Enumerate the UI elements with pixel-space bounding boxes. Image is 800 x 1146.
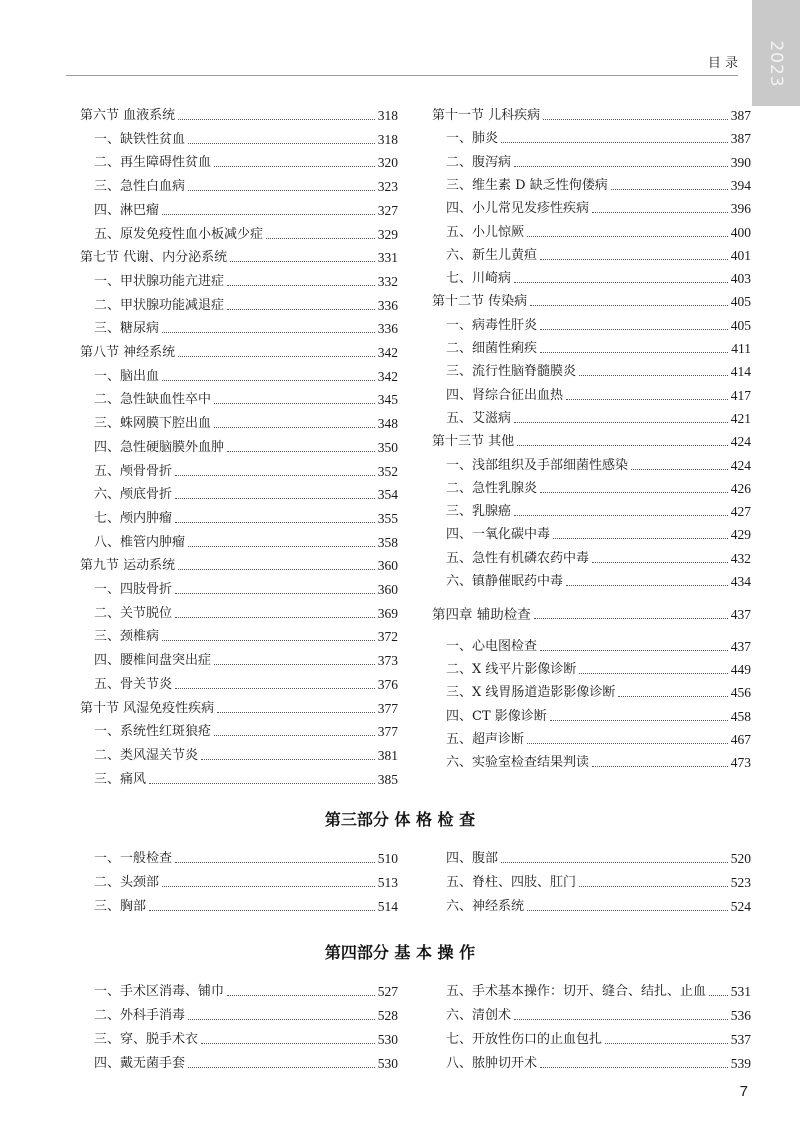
toc-leader-dots (501, 862, 728, 863)
toc-leader-dots (162, 640, 375, 641)
toc-entry-title: 二、急性乳腺炎 (446, 480, 538, 496)
toc-entry-page: 429 (730, 527, 751, 543)
toc-entry-page: 354 (377, 487, 398, 503)
toc-entry-page: 394 (730, 177, 751, 193)
toc-entry-page: 530 (377, 1056, 398, 1071)
toc-entry[interactable] (94, 460, 398, 480)
toc-leader-dots (611, 189, 728, 190)
toc-entry[interactable] (446, 360, 751, 380)
toc-entry-page: 531 (730, 984, 751, 999)
toc-entry-page: 432 (730, 550, 751, 566)
toc-entry-title: 三、流行性脑脊髓膜炎 (446, 364, 577, 380)
toc-entry-page: 434 (730, 574, 751, 589)
year-tab (752, 0, 800, 106)
toc-leader-dots (514, 166, 728, 167)
toc-entry-title: 一、病毒性肝炎 (446, 317, 538, 333)
toc-entry[interactable] (94, 980, 398, 1000)
toc-entry[interactable] (446, 244, 751, 264)
toc-entry[interactable] (94, 199, 398, 219)
toc-entry-title: 四、CT 影像诊断 (446, 708, 547, 724)
toc-entry-title: 三、胸部 (94, 899, 147, 914)
toc-entry-page: 348 (377, 416, 398, 432)
toc-entry[interactable] (446, 547, 751, 567)
toc-entry[interactable] (446, 980, 751, 1000)
toc-entry[interactable] (94, 317, 398, 337)
toc-entry[interactable] (446, 681, 751, 701)
toc-entry-title: 四、淋巴瘤 (94, 202, 160, 218)
toc-entry-page: 327 (377, 202, 398, 218)
part3-title: 第三部分 体 格 检 查 (324, 810, 476, 829)
toc-entry-page: 336 (377, 297, 398, 313)
toc-entry-page: 342 (377, 368, 398, 384)
toc-entry-title: 七、开放性伤口的止血包扎 (446, 1032, 603, 1047)
toc-entry-title: 四、腹部 (446, 851, 499, 866)
toc-entry-page: 437 (730, 638, 751, 654)
toc-entry[interactable] (94, 388, 398, 408)
toc-entry[interactable] (446, 454, 751, 474)
toc-entry-page: 437 (730, 607, 751, 623)
toc-entry-title: 三、痛风 (94, 771, 147, 787)
toc-entry-title: 一、脑出血 (94, 368, 160, 384)
toc-entry-page: 537 (730, 1032, 751, 1047)
toc-entry-title: 一、浅部组织及手部细菌性感染 (446, 457, 629, 473)
toc-entry[interactable] (94, 578, 398, 598)
toc-entry-page: 449 (730, 661, 751, 677)
toc-entry-title: 一、甲状腺功能亢进症 (94, 273, 225, 289)
toc-entry-title: 一、缺铁性贫血 (94, 131, 186, 147)
toc-leader-dots (527, 236, 728, 237)
toc-entry-page: 320 (377, 155, 398, 171)
toc-section[interactable] (80, 341, 398, 361)
toc-entry-title: 四、一氧化碳中毒 (446, 527, 551, 543)
toc-leader-dots (162, 214, 375, 215)
toc-leader-dots (517, 445, 728, 446)
toc-entry[interactable] (446, 127, 751, 147)
part4-title: 第四部分 基 本 操 作 (324, 943, 476, 962)
toc-leader-dots (201, 1043, 375, 1044)
toc-entry-page: 426 (730, 480, 751, 496)
toc-leader-dots (540, 329, 728, 330)
toc-leader-dots (514, 282, 728, 283)
toc-leader-dots (592, 766, 728, 767)
toc-entry[interactable] (94, 1028, 398, 1048)
toc-entry-page: 424 (730, 457, 751, 473)
toc-entry[interactable] (446, 847, 751, 867)
toc-leader-dots (618, 696, 727, 697)
toc-entry-title: 一、肺炎 (446, 131, 499, 147)
toc-entry-page: 456 (730, 685, 751, 701)
toc-entry-title: 八、椎管内肿瘤 (94, 534, 186, 550)
toc-entry-title: 第八节 神经系统 (80, 345, 176, 360)
toc-entry-title: 二、急性缺血性卒中 (94, 392, 212, 408)
toc-entry[interactable] (94, 531, 398, 551)
toc-leader-dots (175, 593, 375, 594)
toc-entry-page: 318 (377, 131, 398, 147)
toc-entry-page: 403 (730, 271, 751, 287)
toc-entry-page: 336 (377, 321, 398, 337)
toc-entry-page: 421 (730, 410, 751, 426)
toc-leader-dots (227, 285, 375, 286)
toc-entry-title: 第七节 代谢、内分泌系统 (80, 250, 228, 266)
toc-leader-dots (188, 546, 375, 547)
toc-leader-dots (530, 305, 728, 306)
toc-entry[interactable] (94, 175, 398, 195)
toc-leader-dots (227, 995, 375, 996)
toc-entry-title: 五、脊柱、四肢、肛门 (446, 875, 577, 890)
toc-leader-dots (566, 399, 728, 400)
toc-entry[interactable] (94, 223, 398, 243)
toc-entry-title: 四、肾综合征出血热 (446, 387, 564, 403)
toc-entry[interactable] (446, 871, 751, 891)
toc-leader-dots (175, 498, 375, 499)
toc-leader-dots (709, 995, 728, 996)
toc-leader-dots (188, 1019, 375, 1020)
toc-entry[interactable] (446, 635, 751, 655)
toc-entry-page: 358 (377, 534, 398, 550)
toc-entry-title: 四、小儿常见发疹性疾病 (446, 201, 590, 217)
toc-entry[interactable] (446, 705, 751, 725)
toc-entry[interactable] (94, 365, 398, 385)
toc-leader-dots (217, 712, 375, 713)
toc-entry-title: 六、清创术 (446, 1008, 512, 1023)
toc-leader-dots (534, 618, 728, 619)
toc-entry-page: 510 (377, 851, 398, 866)
toc-entry-page: 376 (377, 676, 398, 692)
toc-entry[interactable] (446, 151, 751, 171)
toc-entry-page: 369 (377, 605, 398, 621)
toc-leader-dots (162, 886, 375, 887)
toc-entry-page: 417 (730, 387, 751, 403)
toc-entry-page: 527 (377, 984, 398, 999)
toc-entry-title: 三、蛛网膜下腔出血 (94, 416, 212, 432)
toc-entry-page: 377 (377, 700, 398, 716)
toc-section[interactable] (432, 290, 751, 310)
toc-leader-dots (214, 427, 375, 428)
toc-entry-page: 332 (377, 273, 398, 289)
toc-entry-title: 六、颅底骨折 (94, 487, 173, 503)
toc-entry-title: 第九节 运动系统 (80, 558, 176, 574)
toc-leader-dots (188, 143, 375, 144)
toc-entry-page: 520 (730, 851, 751, 866)
toc-leader-dots (553, 538, 728, 539)
toc-leader-dots (178, 569, 375, 570)
toc-leader-dots (214, 403, 375, 404)
toc-entry-title: 六、镇静催眠药中毒 (446, 574, 564, 589)
toc-leader-dots (214, 664, 375, 665)
toc-section[interactable] (80, 104, 398, 124)
toc-entry[interactable] (446, 477, 751, 497)
toc-entry-title: 一、系统性红斑狼疮 (94, 724, 212, 740)
toc-entry-title: 二、类风湿关节炎 (94, 747, 199, 763)
toc-entry-page: 411 (731, 341, 751, 356)
toc-entry[interactable] (94, 649, 398, 669)
toc-leader-dots (227, 451, 375, 452)
toc-leader-dots (540, 259, 728, 260)
toc-entry-title: 第六节 血液系统 (80, 108, 176, 123)
toc-entry[interactable] (94, 895, 398, 915)
toc-entry-page: 424 (730, 434, 751, 450)
toc-leader-dots (266, 238, 375, 239)
toc-entry-title: 一、手术区消毒、铺巾 (94, 984, 225, 999)
toc-entry-title: 第十一节 儿科疾病 (432, 108, 541, 123)
toc-leader-dots (149, 783, 375, 784)
toc-entry-title: 六、新生儿黄疸 (446, 247, 538, 263)
toc-entry[interactable] (94, 412, 398, 432)
toc-entry-page: 528 (377, 1008, 398, 1023)
toc-entry-title: 三、穿、脱手术衣 (94, 1032, 199, 1047)
toc-entry-title: 六、神经系统 (446, 899, 525, 914)
toc-leader-dots (592, 212, 728, 213)
toc-section[interactable] (80, 554, 398, 574)
toc-entry-page: 385 (377, 771, 398, 787)
toc-entry-title: 二、外科手消毒 (94, 1008, 186, 1023)
toc-leader-dots (540, 650, 728, 651)
running-head: 目 录 (707, 56, 738, 71)
page-number: 7 (739, 1083, 748, 1100)
toc-entry[interactable] (94, 1004, 398, 1024)
toc-entry-title: 五、艾滋病 (446, 410, 512, 426)
toc-entry[interactable] (446, 1028, 751, 1048)
toc-entry-page: 414 (730, 364, 751, 380)
toc-entry-title: 第四章 辅助检查 (432, 607, 531, 624)
toc-entry-title: 四、腰椎间盘突出症 (94, 653, 212, 669)
toc-leader-dots (579, 673, 727, 674)
toc-entry-page: 523 (730, 875, 751, 890)
toc-leader-dots (175, 475, 375, 476)
toc-entry-title: 三、颈椎病 (94, 629, 160, 645)
toc-leader-dots (540, 352, 728, 353)
toc-entry-page: 530 (377, 1032, 398, 1047)
toc-entry-title: 三、急性白血病 (94, 179, 186, 195)
toc-leader-dots (514, 1019, 728, 1020)
toc-leader-dots (175, 688, 375, 689)
toc-entry[interactable] (94, 673, 398, 693)
toc-entry-title: 二、X 线平片影像诊断 (446, 661, 577, 677)
toc-entry[interactable] (94, 602, 398, 622)
toc-entry-title: 五、颅骨骨折 (94, 463, 173, 479)
toc-entry-page: 387 (730, 131, 751, 147)
toc-leader-dots (162, 332, 375, 333)
toc-entry-title: 五、小儿惊厥 (446, 224, 525, 240)
toc-entry-title: 四、戴无菌手套 (94, 1056, 186, 1071)
toc-leader-dots (605, 1043, 728, 1044)
toc-leader-dots (162, 380, 375, 381)
toc-entry[interactable] (94, 768, 398, 788)
toc-entry[interactable] (446, 337, 751, 357)
toc-entry-title: 一、四肢骨折 (94, 582, 173, 597)
toc-leader-dots (214, 166, 375, 167)
toc-entry[interactable] (94, 151, 398, 171)
toc-leader-dots (540, 1067, 728, 1068)
toc-entry[interactable] (446, 500, 751, 520)
toc-entry-page: 405 (730, 317, 751, 333)
toc-entry-page: 536 (730, 1008, 751, 1023)
toc-entry[interactable] (446, 197, 751, 217)
toc-section[interactable] (432, 430, 751, 450)
toc-entry-page: 331 (377, 250, 398, 266)
toc-leader-dots (631, 469, 728, 470)
toc-entry-page: 513 (377, 875, 398, 890)
toc-leader-dots (149, 910, 375, 911)
toc-entry[interactable] (446, 751, 751, 771)
toc-entry-title: 五、原发免疫性血小板减少症 (94, 226, 264, 242)
toc-entry-page: 405 (730, 294, 751, 310)
toc-entry-title: 二、再生障碍性贫血 (94, 155, 212, 171)
toc-entry-title: 七、颅内肿瘤 (94, 510, 173, 526)
toc-leader-dots (188, 1067, 375, 1068)
toc-chapter[interactable] (432, 603, 751, 623)
toc-entry-title: 第十三节 其他 (432, 434, 515, 450)
toc-entry-title: 二、腹泻病 (446, 154, 512, 170)
toc-entry-page: 396 (730, 201, 751, 217)
toc-entry[interactable] (94, 294, 398, 314)
toc-leader-dots (230, 261, 375, 262)
toc-entry-page: 458 (730, 708, 751, 724)
toc-entry-title: 七、川崎病 (446, 271, 512, 287)
toc-entry-title: 四、急性硬脑膜外血肿 (94, 439, 225, 455)
toc-entry-page: 342 (377, 345, 398, 360)
toc-entry[interactable] (446, 570, 751, 590)
toc-leader-dots (579, 375, 728, 376)
toc-entry-title: 第十节 风湿免疫性疾病 (80, 700, 215, 716)
toc-entry[interactable] (446, 407, 751, 427)
toc-leader-dots (579, 886, 728, 887)
toc-entry-page: 377 (377, 724, 398, 740)
toc-entry-title: 六、实验室检查结果判读 (446, 755, 590, 771)
toc-entry-page: 355 (377, 510, 398, 526)
toc-leader-dots (201, 759, 375, 760)
toc-entry-page: 390 (730, 154, 751, 170)
toc-leader-dots (527, 743, 728, 744)
toc-entry[interactable] (94, 720, 398, 740)
toc-leader-dots (543, 119, 728, 120)
toc-entry-page: 387 (730, 108, 751, 123)
toc-leader-dots (514, 515, 728, 516)
toc-entry[interactable] (446, 174, 751, 194)
toc-entry-title: 二、细菌性痢疾 (446, 341, 538, 356)
toc-leader-dots (188, 190, 375, 191)
toc-entry-page: 318 (377, 108, 398, 123)
toc-entry-title: 三、维生素 D 缺乏性佝偻病 (446, 177, 608, 193)
toc-leader-dots (566, 585, 728, 586)
toc-entry-title: 八、脓肿切开术 (446, 1056, 538, 1071)
toc-entry-title: 一、心电图检查 (446, 638, 538, 654)
toc-entry[interactable] (94, 744, 398, 764)
toc-entry-title: 三、乳腺癌 (446, 504, 512, 520)
toc-entry[interactable] (94, 847, 398, 867)
toc-entry-title: 二、头颈部 (94, 875, 160, 890)
toc-entry-title: 五、超声诊断 (446, 731, 525, 747)
toc-entry-page: 400 (730, 224, 751, 240)
toc-entry-title: 五、骨关节炎 (94, 676, 173, 692)
toc-entry-page: 539 (730, 1056, 751, 1071)
toc-entry-page: 360 (377, 558, 398, 574)
toc-section[interactable] (80, 697, 398, 717)
toc-leader-dots (178, 356, 375, 357)
toc-entry-page: 524 (730, 899, 751, 914)
toc-entry[interactable] (446, 267, 751, 287)
toc-entry-title: 五、急性有机磷农药中毒 (446, 550, 590, 566)
toc-entry[interactable] (94, 507, 398, 527)
toc-entry-page: 345 (377, 392, 398, 408)
toc-leader-dots (527, 910, 728, 911)
toc-leader-dots (514, 422, 728, 423)
toc-entry-title: 二、关节脱位 (94, 605, 173, 621)
toc-entry-page: 514 (377, 899, 398, 914)
toc-entry[interactable] (446, 1004, 751, 1024)
toc-leader-dots (592, 562, 728, 563)
toc-entry[interactable] (94, 625, 398, 645)
toc-entry-title: 第十二节 传染病 (432, 294, 528, 310)
toc-entry-page: 467 (730, 731, 751, 747)
toc-leader-dots (501, 142, 728, 143)
toc-entry[interactable] (94, 1052, 398, 1072)
toc-entry-page: 401 (730, 247, 751, 263)
toc-entry-page: 427 (730, 504, 751, 520)
toc-entry-page: 352 (377, 463, 398, 479)
toc-entry-page: 360 (377, 582, 398, 597)
toc-leader-dots (175, 617, 375, 618)
year-tab-text: 2023 (766, 40, 786, 88)
toc-entry[interactable] (446, 895, 751, 915)
toc-entry-page: 381 (377, 747, 398, 763)
toc-leader-dots (550, 720, 728, 721)
toc-entry-title: 一、一般检查 (94, 851, 173, 866)
toc-leader-dots (175, 522, 375, 523)
toc-entry[interactable] (94, 128, 398, 148)
toc-entry-page: 373 (377, 653, 398, 669)
toc-section[interactable] (80, 246, 398, 266)
toc-leader-dots (540, 492, 728, 493)
toc-leader-dots (214, 735, 375, 736)
toc-leader-dots (178, 119, 375, 120)
toc-entry-title: 三、X 线胃肠道造影影像诊断 (446, 685, 616, 701)
toc-entry[interactable] (446, 523, 751, 543)
toc-leader-dots (175, 862, 375, 863)
toc-entry[interactable] (94, 483, 398, 503)
toc-entry-page: 473 (730, 755, 751, 771)
toc-entry-title: 三、糖尿病 (94, 321, 160, 337)
toc-section[interactable] (432, 104, 751, 124)
toc-entry-page: 323 (377, 179, 398, 195)
toc-entry-page: 350 (377, 439, 398, 455)
header-divider (66, 75, 738, 76)
toc-entry[interactable] (446, 1052, 751, 1072)
toc-entry[interactable] (446, 384, 751, 404)
toc-entry-title: 二、甲状腺功能减退症 (94, 297, 225, 313)
toc-entry[interactable] (446, 221, 751, 241)
toc-entry-page: 372 (377, 629, 398, 645)
toc-entry[interactable] (446, 314, 751, 334)
toc-entry-page: 329 (377, 226, 398, 242)
toc-leader-dots (227, 309, 375, 310)
toc-entry-title: 五、手术基本操作：切开、缝合、结扎、止血 (446, 984, 707, 999)
toc-entry[interactable] (446, 658, 751, 678)
toc-entry[interactable] (94, 436, 398, 456)
toc-entry[interactable] (94, 270, 398, 290)
toc-entry[interactable] (446, 728, 751, 748)
toc-entry[interactable] (94, 871, 398, 891)
